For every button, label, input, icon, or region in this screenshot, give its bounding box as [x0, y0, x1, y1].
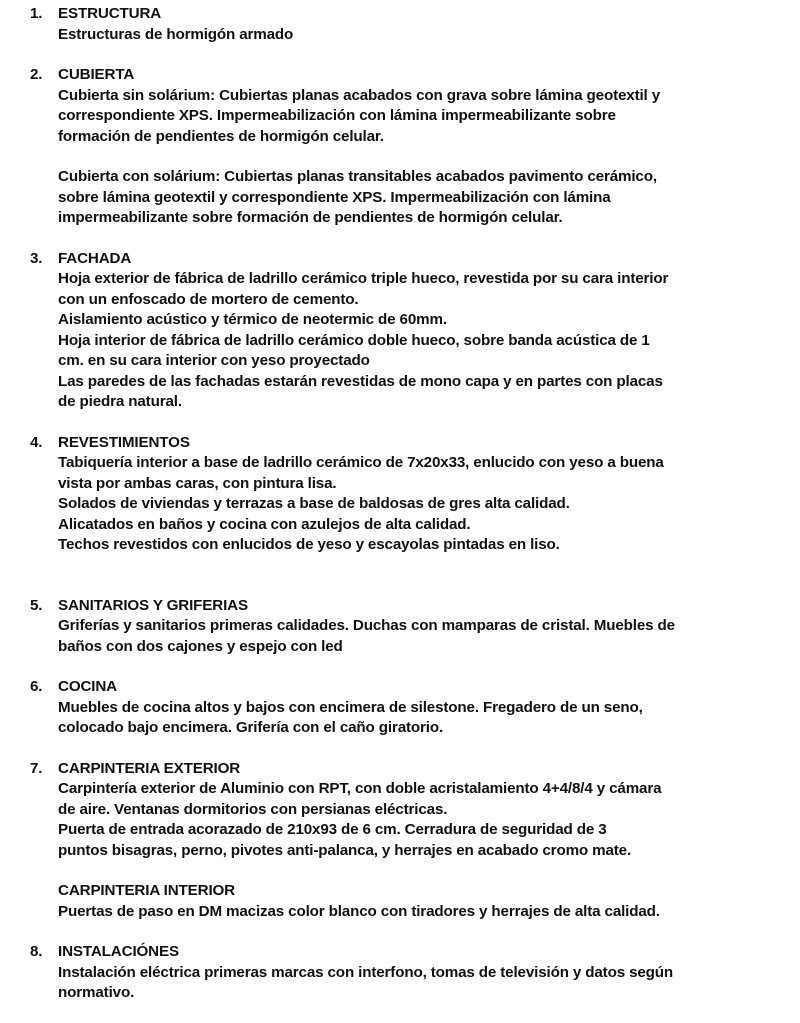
- text-line: de piedra natural.: [58, 393, 182, 410]
- section-number: 8.: [30, 943, 43, 960]
- specifications-document: [30, 4, 782, 1004]
- subsection-body: [58, 902, 782, 923]
- section-number: 1.: [30, 5, 43, 22]
- section-number: 7.: [30, 759, 43, 777]
- text-line: Puerta de entrada acorazado de 210x93 de 6 cm. Cerradura de seguridad de 3: [58, 821, 607, 838]
- text-line: Tabiquería interior a base de ladrillo cerámico de 7x20x33, enlucido con yeso a buena: [58, 454, 664, 471]
- section-fachada: [30, 249, 782, 413]
- text-line: Las paredes de las fachadas estarán revestidas de mono capa y en partes con placas: [58, 372, 663, 390]
- text-line: Griferías y sanitarios primeras calidades. Duchas con mamparas de cristal. Muebles de: [58, 617, 675, 634]
- text-line: Hoja exterior de fábrica de ladrillo cerámico triple hueco, revestida por su cara interior: [58, 270, 669, 287]
- section-title: COCINA: [58, 678, 118, 695]
- text-line: colocado bajo encimera. Grifería con el caño giratorio.: [58, 719, 444, 736]
- text-line: correspondiente XPS. Impermeabilización con lámina impermeabilizante sobre: [58, 107, 616, 124]
- section-title: FACHADA: [58, 249, 132, 267]
- text-line: Techos revestidos con enlucidos de yeso y escayolas pintadas en liso.: [58, 536, 560, 553]
- subsection-title: CARPINTERIA INTERIOR: [58, 882, 236, 899]
- section-number: 5.: [30, 596, 43, 614]
- text-line: Alicatados en baños y cocina con azulejos de alta calidad.: [58, 515, 471, 533]
- section-instalaciones: [30, 942, 782, 1004]
- section-body: [58, 269, 782, 413]
- section-title: ESTRUCTURA: [58, 5, 162, 22]
- section-title: CARPINTERIA EXTERIOR: [58, 759, 241, 777]
- text-line: Carpintería exterior de Aluminio con RPT, con doble acristalamiento 4+4/8/4 y cámara: [58, 780, 662, 797]
- text-line: Solados de viviendas y terrazas a base de baldosas de gres alta calidad.: [58, 495, 570, 512]
- text-line: Aislamiento acústico y térmico de neotermic de 60mm.: [58, 311, 447, 328]
- text-line: Cubierta sin solárium: Cubiertas planas acabados con grava sobre lámina geotextil y: [58, 86, 660, 104]
- section-sanitarios: [30, 596, 782, 658]
- section-title: REVESTIMIENTOS: [58, 433, 190, 451]
- text-line: impermeabilizante sobre formación de pendientes de hormigón celular.: [58, 209, 563, 226]
- section-title: SANITARIOS Y GRIFERIAS: [58, 596, 248, 614]
- section-title: CUBIERTA: [58, 66, 135, 83]
- section-estructura: [30, 4, 782, 45]
- section-body: [58, 453, 782, 556]
- section-heading: [30, 249, 782, 270]
- text-line: Estructuras de hormigón armado: [58, 25, 294, 43]
- section-heading: [30, 65, 782, 86]
- text-line: formación de pendientes de hormigón celular.: [58, 127, 384, 145]
- text-line: vista por ambas caras, con pintura lisa.: [58, 474, 337, 492]
- text-line: Instalación eléctrica primeras marcas con interfono, tomas de televisión y datos según: [58, 963, 674, 981]
- text-line: Cubierta con solárium: Cubiertas planas transitables acabados pavimento cerámico,: [58, 168, 657, 185]
- section-number: 2.: [30, 66, 43, 83]
- text-line: de aire. Ventanas dormitorios con persianas eléctricas.: [58, 800, 448, 818]
- section-title: INSTALACIÓNES: [58, 943, 179, 960]
- text-line: baños con dos cajones y espejo con led: [58, 637, 343, 655]
- section-number: 3.: [30, 249, 43, 267]
- section-heading: [30, 596, 782, 617]
- section-heading: [30, 759, 782, 780]
- text-line: Hoja interior de fábrica de ladrillo cerámico doble hueco, sobre banda acústica de 1: [58, 331, 650, 349]
- section-heading: [30, 677, 782, 698]
- section-body: [58, 616, 782, 657]
- section-heading: [30, 942, 782, 963]
- text-line: con un enfoscado de mortero de cemento.: [58, 290, 359, 308]
- section-body: [58, 779, 782, 861]
- text-line: puntos bisagras, perno, pivotes anti-palanca, y herrajes en acabado cromo mate.: [58, 841, 632, 859]
- text-line: normativo.: [58, 984, 135, 1001]
- section-body: [58, 86, 782, 229]
- section-number: 6.: [30, 678, 43, 695]
- section-heading: [30, 4, 782, 25]
- section-heading: [30, 433, 782, 454]
- text-line: cm. en su cara interior con yeso proyectado: [58, 352, 370, 369]
- section-body: [58, 963, 782, 1004]
- section-revestimientos: [30, 433, 782, 556]
- section-cocina: [30, 677, 782, 739]
- section-body: [58, 698, 782, 739]
- section-cubierta: [30, 65, 782, 229]
- text-line: Muebles de cocina altos y bajos con encimera de silestone. Fregadero de un seno,: [58, 698, 643, 716]
- text-line: sobre lámina geotextil y correspondiente XPS. Impermeabilización con lámina: [58, 188, 611, 206]
- text-line: Puertas de paso en DM macizas color blanco con tiradores y herrajes de alta calidad.: [58, 902, 660, 920]
- section-body: [58, 25, 782, 46]
- section-carpinteria-exterior: [30, 759, 782, 923]
- section-number: 4.: [30, 433, 43, 451]
